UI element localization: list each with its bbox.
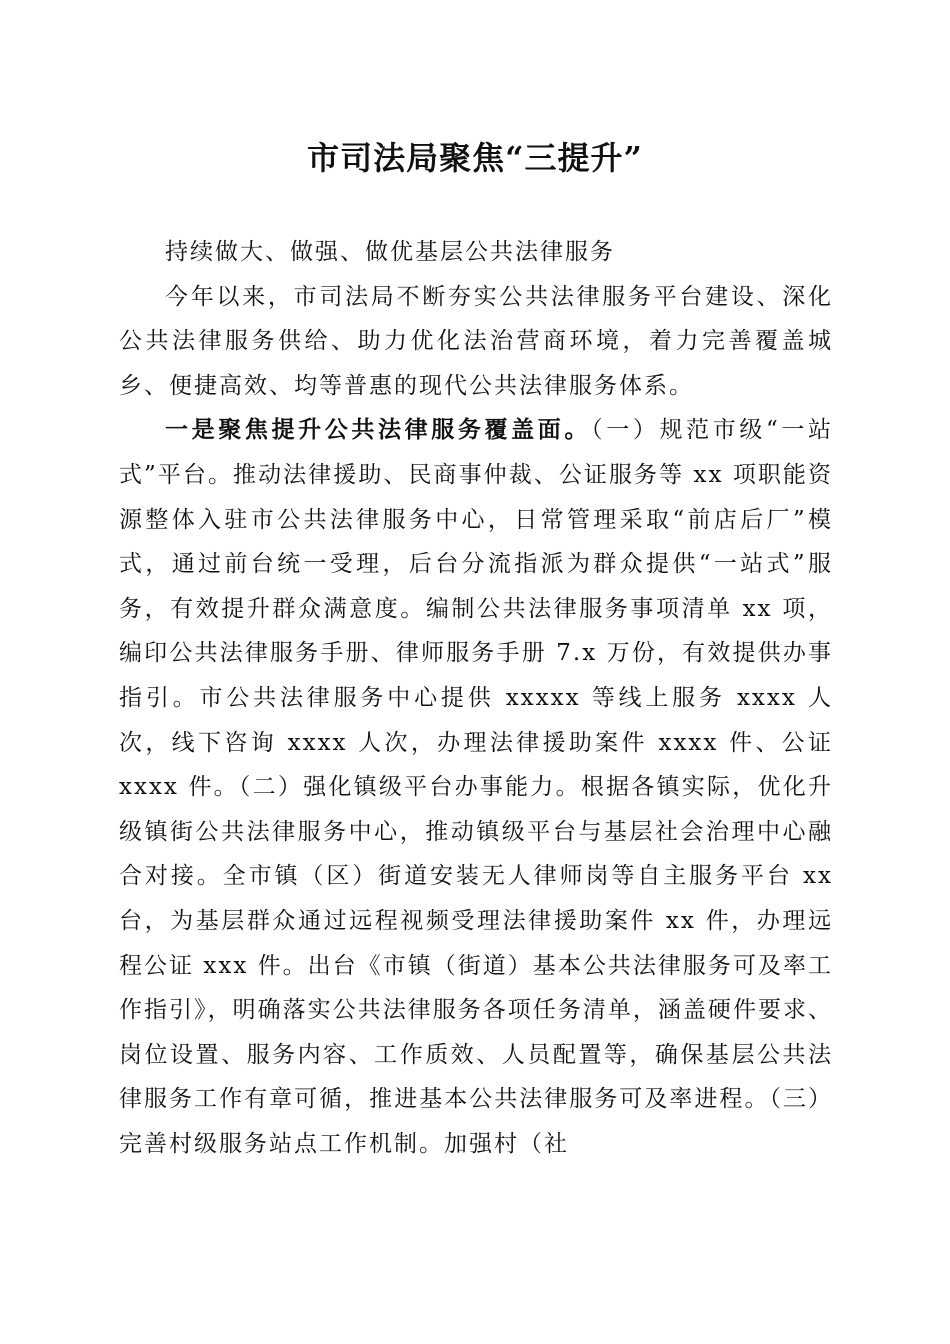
document-body (119, 230, 833, 1166)
document-title: 市司法局聚焦“三提升” (307, 139, 643, 177)
section1-lead: 一是聚焦提升公共法律服务覆盖面。 (165, 416, 592, 444)
section1-paragraph (119, 408, 833, 1166)
subtitle-paragraph: 持续做大、做强、做优基层公共法律服务 (165, 239, 615, 265)
section1-body: （一）规范市级“一站式”平台。推动法律援助、民商事仲裁、公证服务等 xx 项职能资源整体入驻市公共法律服务中心，日常管理采取“前店后厂”模式，通过前台统一受理，后台分流指派为群众提供“一站式”服务，有效提升群众满意度。编制公共法律服务事项清单 xx 项，编印公共法律服务手册、律师服务手册 7.x 万份，有效提供办事指引。市公共法律服务中心提供 xxxxx 等线上服务 xxxx 人次，线下咨询 xxxx 人次，办理法律援助案件 xxxx 件、公证 xxxx 件。（二）强化镇级平台办事能力。根据各镇实际，优化升级镇街公共法律服务中心，推动镇级平台与基层社会治理中心融合对接。全市镇（区）街道安装无人律师岗等自主服务平台 xx 台，为基层群众通过远程视频受理法律援助案件 xx 件，办理远程公证 xxx 件。出台《市镇（街道）基本公共法律服务可及率工作指引》，明确落实公共法律服务各项任务清单，涵盖硬件要求、岗位设置、服务内容、工作质效、人员配置等，确保基层公共法律服务工作有章可循，推进基本公共法律服务可及率进程。（三）完善村级服务站点工作机制。加强村（社 (119, 417, 834, 1157)
intro-paragraph: 今年以来，市司法局不断夯实公共法律服务平台建设、深化公共法律服务供给、助力优化法治营商环境，着力完善覆盖城乡、便捷高效、均等普惠的现代公共法律服务体系。 (119, 283, 833, 399)
